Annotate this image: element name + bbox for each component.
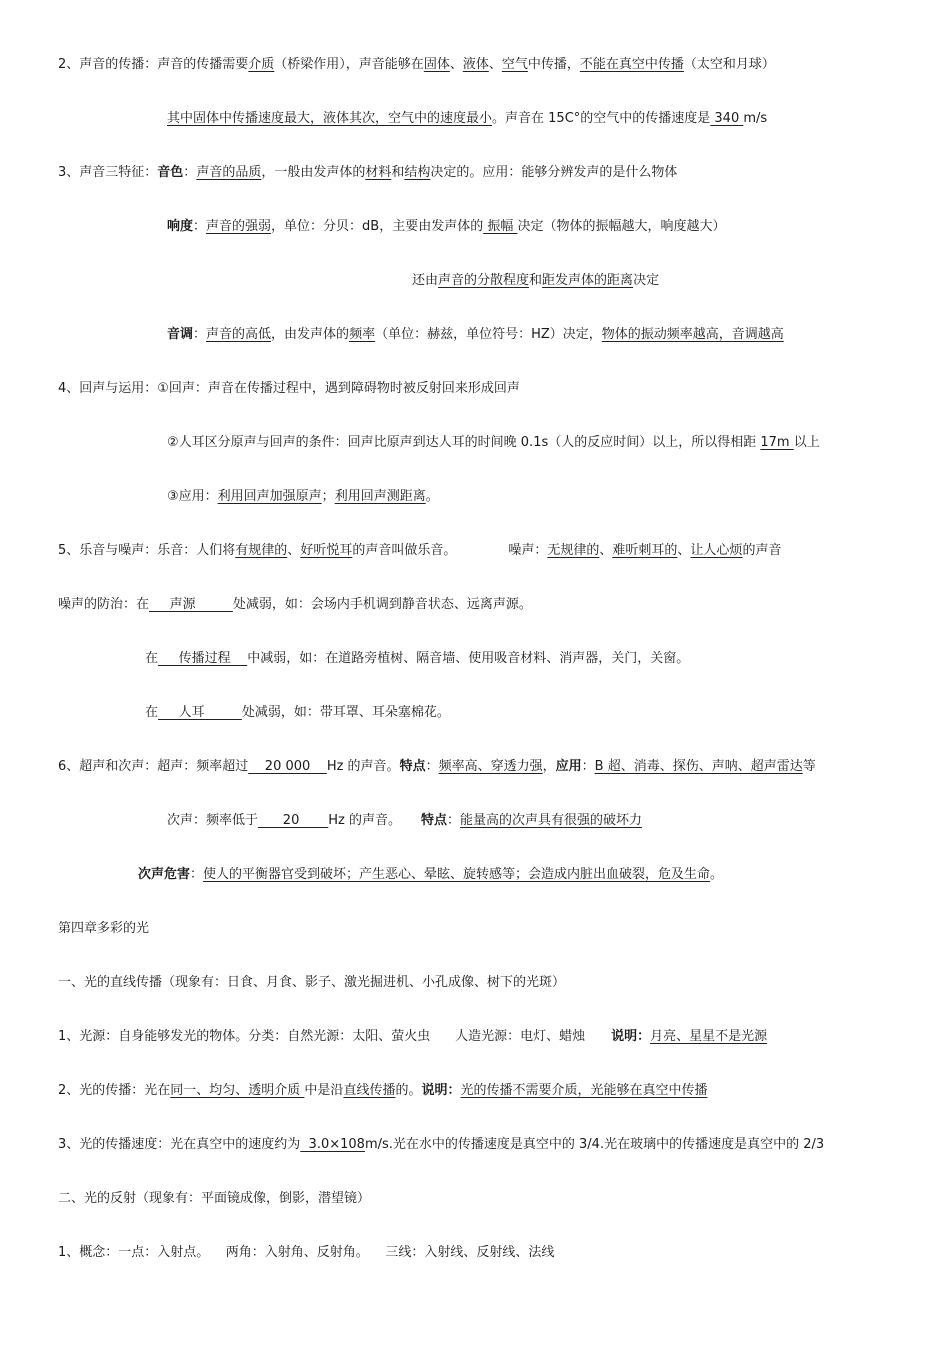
section-heading-reflection: 二、光的反射（现象有：平面镜成像，倒影，潜望镜） xyxy=(58,1191,371,1206)
light-speed-line: 3、光的传播速度：光在真空中的速度约为 3.0×108m/s.光在水中的传播速度是真空中的 3/4.光在玻璃中的传播速度是真空中的 2/3 xyxy=(58,1137,825,1152)
ultrasound-line: 6、超声和次声：超声：频率超过 20 000 Hz 的声音。特点：频率高、穿透力强，应用：B 超、消毒、探伤、声呐、超声雷达等 xyxy=(58,759,816,774)
loudness-extra-line: 还由声音的分散程度和距发声体的距离决定 xyxy=(412,273,660,288)
light-propagation-line: 2、光的传播：光在同一、均匀、透明介质 中是沿直线传播的。说明：光的传播不需要介质，光能够在真空中传播 xyxy=(58,1083,708,1098)
echo-condition-line: ②人耳区分原声与回声的条件：回声比原声到达人耳的时间晚 0.1s（人的反应时间）以上，所以得相距 17m 以上 xyxy=(167,435,820,450)
echo-definition-line: 4、回声与运用：①回声：声音在传播过程中，遇到障碍物时被反射回来形成回声 xyxy=(58,381,520,396)
reflection-concept-line: 1、概念：一点：入射点。 两角：入射角、反射角。 三线：入射线、反射线、法线 xyxy=(58,1245,555,1260)
echo-application-line: ③应用：利用回声加强原声；利用回声测距离。 xyxy=(167,489,439,504)
timbre-line: 3、声音三特征：音色：声音的品质，一般由发声体的材料和结构决定的。应用：能够分辨发声的是什么物体 xyxy=(58,165,678,180)
noise-control-source-line: 噪声的防治：在 声源 处减弱，如：会场内手机调到静音状态、远离声源。 xyxy=(58,597,532,612)
infrasound-hazard-line: 次声危害：使人的平衡器官受到破坏；产生恶心、晕眩、旋转感等；会造成内脏出血破裂，危及生命。 xyxy=(138,867,724,882)
infrasound-line: 次声：频率低于 20 Hz 的声音。 特点：能量高的次声具有很强的破坏力 xyxy=(167,813,643,828)
music-noise-line: 5、乐音与噪声：乐音：人们将有规律的、好听悦耳的声音叫做乐音。 噪声：无规律的、难听刺耳的、让人心烦的声音 xyxy=(58,543,782,558)
section-heading-linear-propagation: 一、光的直线传播（现象有：日食、月食、影子、激光掘进机、小孔成像、树下的光斑） xyxy=(58,975,566,990)
chapter-title: 第四章多彩的光 xyxy=(58,921,150,936)
loudness-line: 响度：声音的强弱，单位：分贝：dB，主要由发声体的 振幅 决定（物体的振幅越大，响度越大） xyxy=(167,219,726,234)
pitch-line: 音调：声音的高低，由发声体的频率（单位：赫兹，单位符号：HZ）决定，物体的振动频率越高，音调越高 xyxy=(167,327,784,342)
sound-propagation-line: 2、声音的传播：声音的传播需要介质（桥梁作用），声音能够在固体、液体、空气中传播，不能在真空中传播（太空和月球） xyxy=(58,57,775,72)
noise-control-ear-line: 在 人耳 处减弱，如：带耳罩、耳朵塞棉花。 xyxy=(145,705,450,720)
sound-speed-line: 其中固体中传播速度最大，液体其次，空气中的速度最小。声音在 15C°的空气中的传播速度是 340 m/s xyxy=(167,111,768,126)
noise-control-path-line: 在 传播过程 中减弱，如：在道路旁植树、隔音墙、使用吸音材料、消声器，关门，关窗。 xyxy=(145,651,690,666)
light-source-line: 1、光源：自身能够发光的物体。分类：自然光源：太阳、萤火虫 人造光源：电灯、蜡烛 说明：月亮、星星不是光源 xyxy=(58,1029,768,1044)
